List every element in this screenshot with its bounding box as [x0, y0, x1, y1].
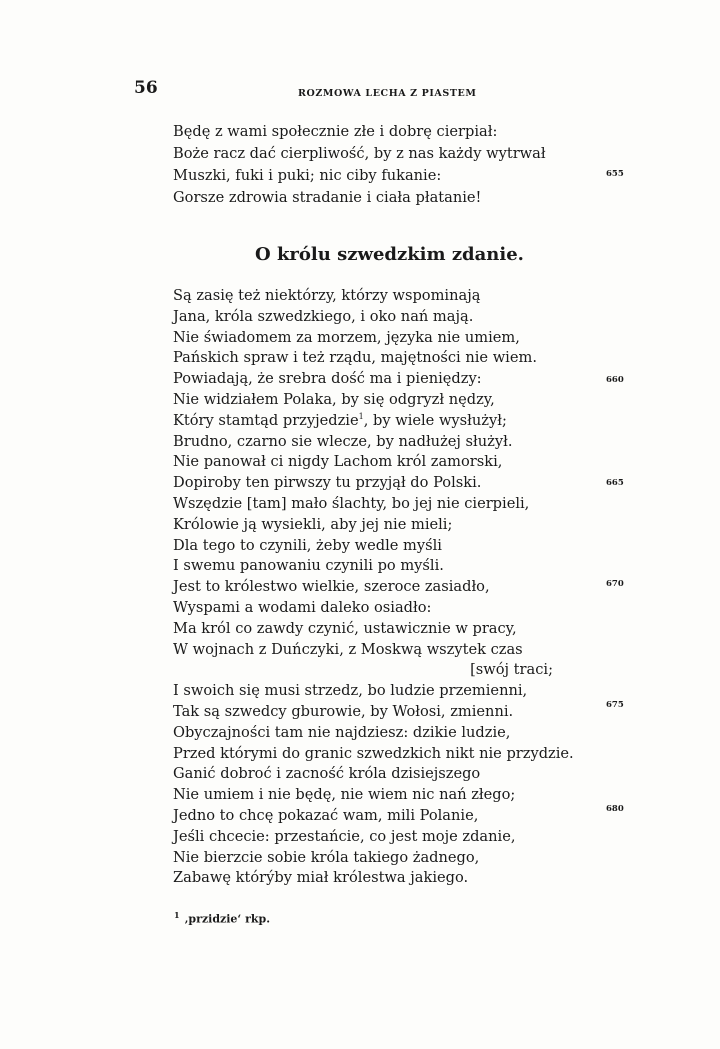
verse-line: Nie świadomem za morzem, języka nie umiem, — [173, 328, 520, 346]
verse-number: 680 — [606, 804, 624, 814]
verse-text: , by wiele wysłużył; — [363, 411, 507, 429]
verse-line: Jest to królestwo wielkie, szeroce zasiadło, — [173, 578, 490, 596]
verse-number: 655 — [606, 169, 624, 179]
verse-line-with-footnote — [173, 411, 593, 432]
verse-line: Przed którymi do granic szwedzkich nikt nie przydzie. — [173, 744, 574, 762]
verse-line: Królowie ją wysiekli, aby jej nie mieli; — [173, 515, 453, 533]
verse-line: Wszędzie [tam] mało ślachty, bo jej nie cierpieli, — [173, 494, 530, 512]
verse-number: 675 — [606, 700, 624, 710]
verse-number: 665 — [606, 478, 624, 488]
verse-number: 670 — [606, 579, 624, 589]
verse-line: Nie umiem i nie będę, nie wiem nic nań złego; — [173, 786, 516, 804]
verse-number: 660 — [606, 375, 624, 385]
verse-line: I swemu panowaniu czynili po myśli. — [173, 557, 444, 575]
verse-line: Będę z wami społecznie złe i dobrę cierpiał: — [173, 123, 498, 140]
footnote-mark: 1 — [174, 910, 180, 920]
section-title: O królu szwedzkim zdanie. — [255, 244, 524, 265]
verse-line: Ganić dobroć i zacność króla dzisiejszego — [173, 765, 481, 783]
verse-line: Nie panował ci nigdy Lachom król zamorski, — [173, 453, 503, 471]
footnote-reference[interactable]: 1 — [358, 411, 364, 421]
verse-line: Boże racz dać cierpliwość, by z nas każdy wytrwał — [173, 145, 546, 162]
footnote — [174, 910, 270, 926]
verse-line: Są zasię też niektórzy, którzy wspominają — [173, 287, 481, 304]
verse-line: Ma król co zawdy czynić, ustawicznie w pracy, — [173, 619, 517, 637]
page-number: 56 — [134, 78, 158, 98]
verse-line: Tak są szwedcy gburowie, by Wołosi, zmienni. — [173, 702, 514, 720]
running-head: ROZMOWA LECHA Z PIASTEM — [298, 88, 477, 99]
verse-line: Zabawę którýby miał królestwa jakiego. — [173, 869, 469, 887]
stanza-1 — [173, 121, 593, 209]
verse-text: Który stamtąd przyjedzie — [173, 411, 359, 429]
verse-line: Jedno to chcę pokazać wam, mili Polanie, — [173, 806, 479, 824]
verse-line: Dla tego to czynili, żeby wedle myśli — [173, 536, 442, 554]
verse-line: W wojnach z Duńczyki, z Moskwą wszytek czas — [173, 640, 523, 658]
verse-line: Dopiroby ten pirwszy tu przyjął do Polski. — [173, 474, 482, 492]
verse-line: I swoich się musi strzedz, bo ludzie przemienni, — [173, 682, 528, 700]
verse-line: Jeśli chcecie: przestańcie, co jest moje zdanie, — [173, 827, 516, 845]
verse-line: Muszki, fuki i puki; nic ciby fukanie: — [173, 167, 442, 184]
verse-line: Obyczajności tam nie najdziesz: dzikie ludzie, — [173, 723, 511, 741]
verse-line: Nie widziałem Polaka, by się odgryzł nędzy, — [173, 390, 495, 408]
verse-line: Powiadają, że srebra dość ma i pieniędzy: — [173, 370, 482, 388]
stanza-2 — [173, 286, 593, 889]
verse-line: Gorsze zdrowia stradanie i ciała płatanie! — [173, 189, 482, 206]
verse-line: Wyspami a wodami daleko osiadło: — [173, 598, 432, 616]
verse-line: Nie bierzcie sobie króla takiego żadnego, — [173, 848, 480, 866]
verse-line: Brudno, czarno sie wlecze, by nadłużej służył. — [173, 432, 513, 450]
verse-line-continuation: [swój traci; — [470, 661, 553, 679]
verse-line: Jana, króla szwedzkiego, i oko nań mają. — [173, 307, 474, 325]
verse-line: Pańskich spraw i też rządu, majętności nie wiem. — [173, 349, 537, 367]
footnote-text: ‚przidzie‘ rkp. — [184, 912, 271, 926]
